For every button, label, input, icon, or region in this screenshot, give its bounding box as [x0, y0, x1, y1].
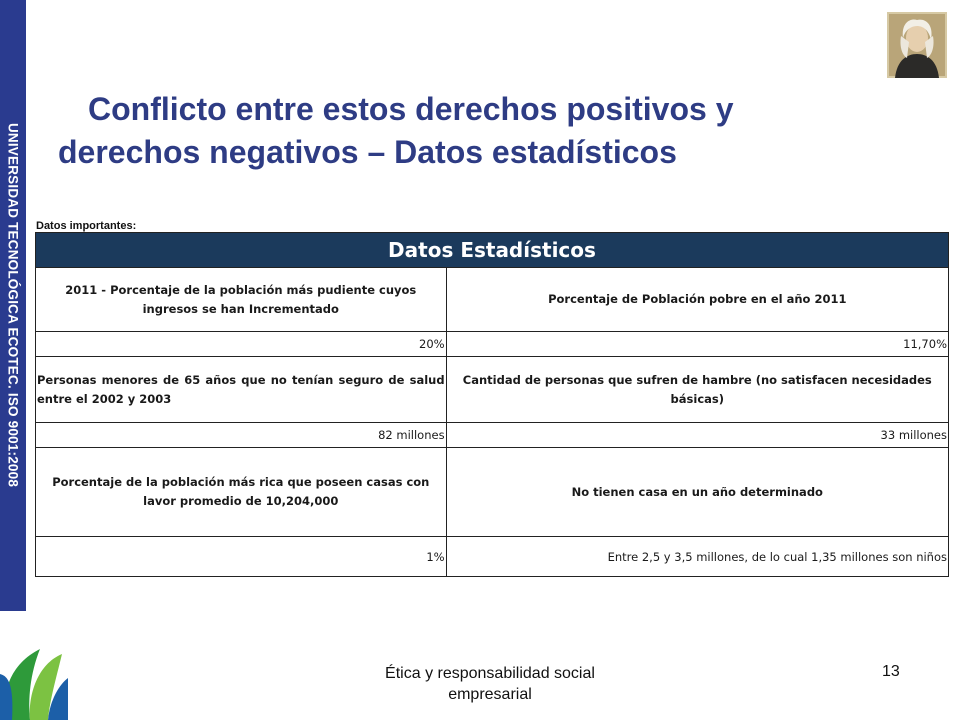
- table-cell: Entre 2,5 y 3,5 millones, de lo cual 1,35 millones son niños: [446, 537, 948, 577]
- table-cell: Porcentaje de Población pobre en el año 2011: [446, 268, 948, 332]
- table-header: Datos Estadísticos: [36, 233, 949, 268]
- table-cell: 2011 - Porcentaje de la población más pudiente cuyos ingresos se han Incrementado: [36, 268, 447, 332]
- page-title: [58, 88, 858, 174]
- table-cell: 11,70%: [446, 332, 948, 357]
- page-number: 13: [882, 663, 900, 680]
- table-cell: 1%: [36, 537, 447, 577]
- leaf-logo-icon: [0, 614, 70, 720]
- footer-course: Ética y responsabilidad social empresarial: [385, 665, 595, 703]
- table-cell: 82 millones: [36, 423, 447, 448]
- table-cell: Porcentaje de la población más rica que poseen casas con lavor promedio de 10,204,000: [36, 448, 447, 537]
- title-line-1: Conflicto entre estos derechos positivos y: [88, 91, 734, 127]
- table-cell: No tienen casa en un año determinado: [446, 448, 948, 537]
- sidebar-band: [0, 0, 26, 611]
- sidebar-text: UNIVERSIDAD TECNOLÓGICA ECOTEC. ISO 9001:2008: [5, 122, 21, 488]
- stats-table: [35, 232, 949, 577]
- table-cell: Personas menores de 65 años que no tenían seguro de salud entre el 2002 y 2003: [36, 357, 447, 423]
- portrait-icon: [887, 12, 947, 78]
- table-cell: 33 millones: [446, 423, 948, 448]
- title-line-2: derechos negativos – Datos estadísticos: [58, 134, 677, 170]
- table-cell: Cantidad de personas que sufren de hambre (no satisfacen necesidades básicas): [446, 357, 948, 423]
- subheading: Datos importantes:: [36, 220, 137, 232]
- table-cell: 20%: [36, 332, 447, 357]
